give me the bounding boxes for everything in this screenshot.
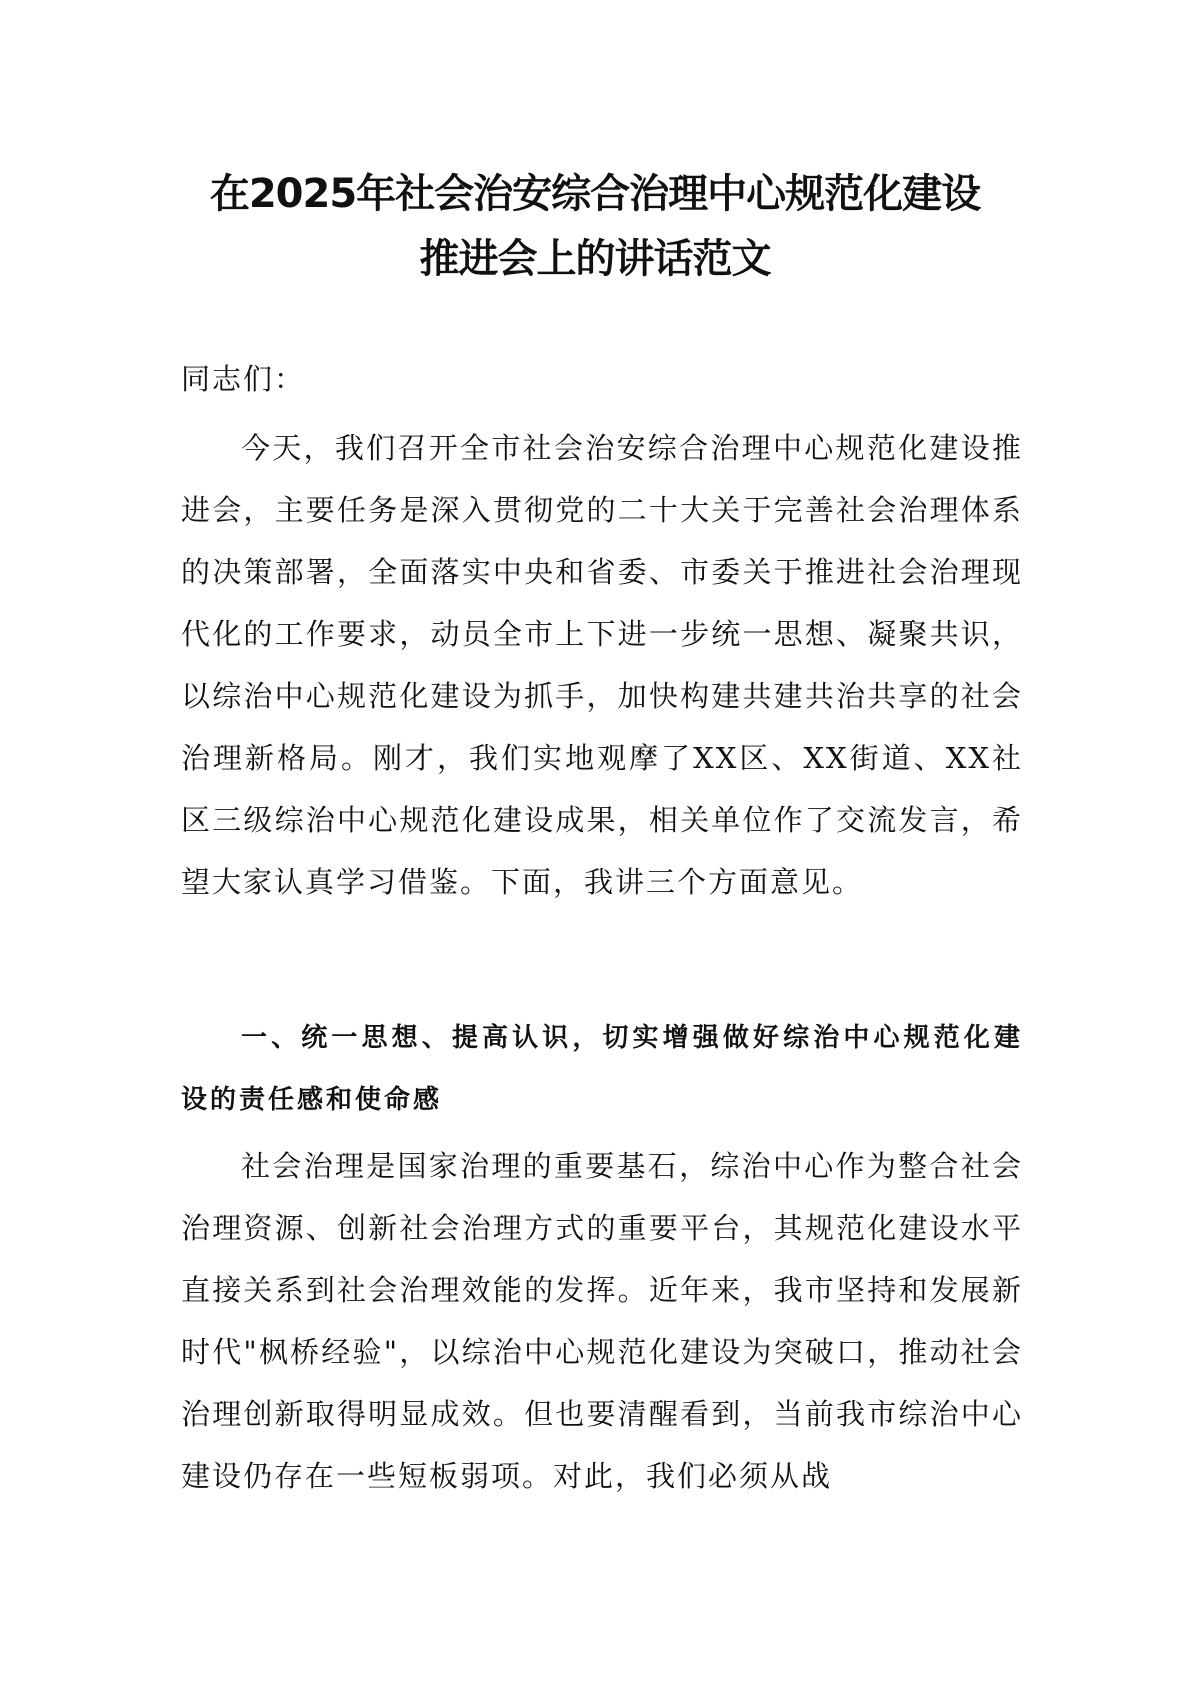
section-1-paragraph: 社会治理是国家治理的重要基石，综治中心作为整合社会治理资源、创新社会治理方式的重要平台，其规范化建设水平直接关系到社会治理效能的发挥。近年来，我市坚持和发展新时代"枫桥经验"，以综治中心规范化建设为突破口，推动社会治理创新取得明显成效。但也要清醒看到，当前我市综治中心建设仍存在一些短板弱项。对此，我们必须从战 (181, 1149, 1023, 1493)
document-title-line-1: 在2025年社会治安综合治理中心规范化建设 (209, 171, 981, 217)
section-heading-1: 一、统一思想、提高认识，切实增强做好综治中心规范化建设的责任感和使命感 (181, 1023, 1023, 1115)
opening-paragraph: 今天，我们召开全市社会治安综合治理中心规范化建设推进会，主要任务是深入贯彻党的二十大关于完善社会治理体系的决策部署，全面落实中央和省委、市委关于推进社会治理现代化的工作要求，动员全市上下进一步统一思想、凝聚共识，以综治中心规范化建设为抓手，加快构建共建共治共享的社会治理新格局。刚才，我们实地观摩了XX区、XX街道、XX社区三级综治中心规范化建设成果，相关单位作了交流发言，希望大家认真学习借鉴。下面，我讲三个方面意见。 (181, 431, 1023, 899)
document-title-line-2: 推进会上的讲话范文 (419, 236, 771, 282)
salutation: 同志们： (181, 362, 306, 396)
